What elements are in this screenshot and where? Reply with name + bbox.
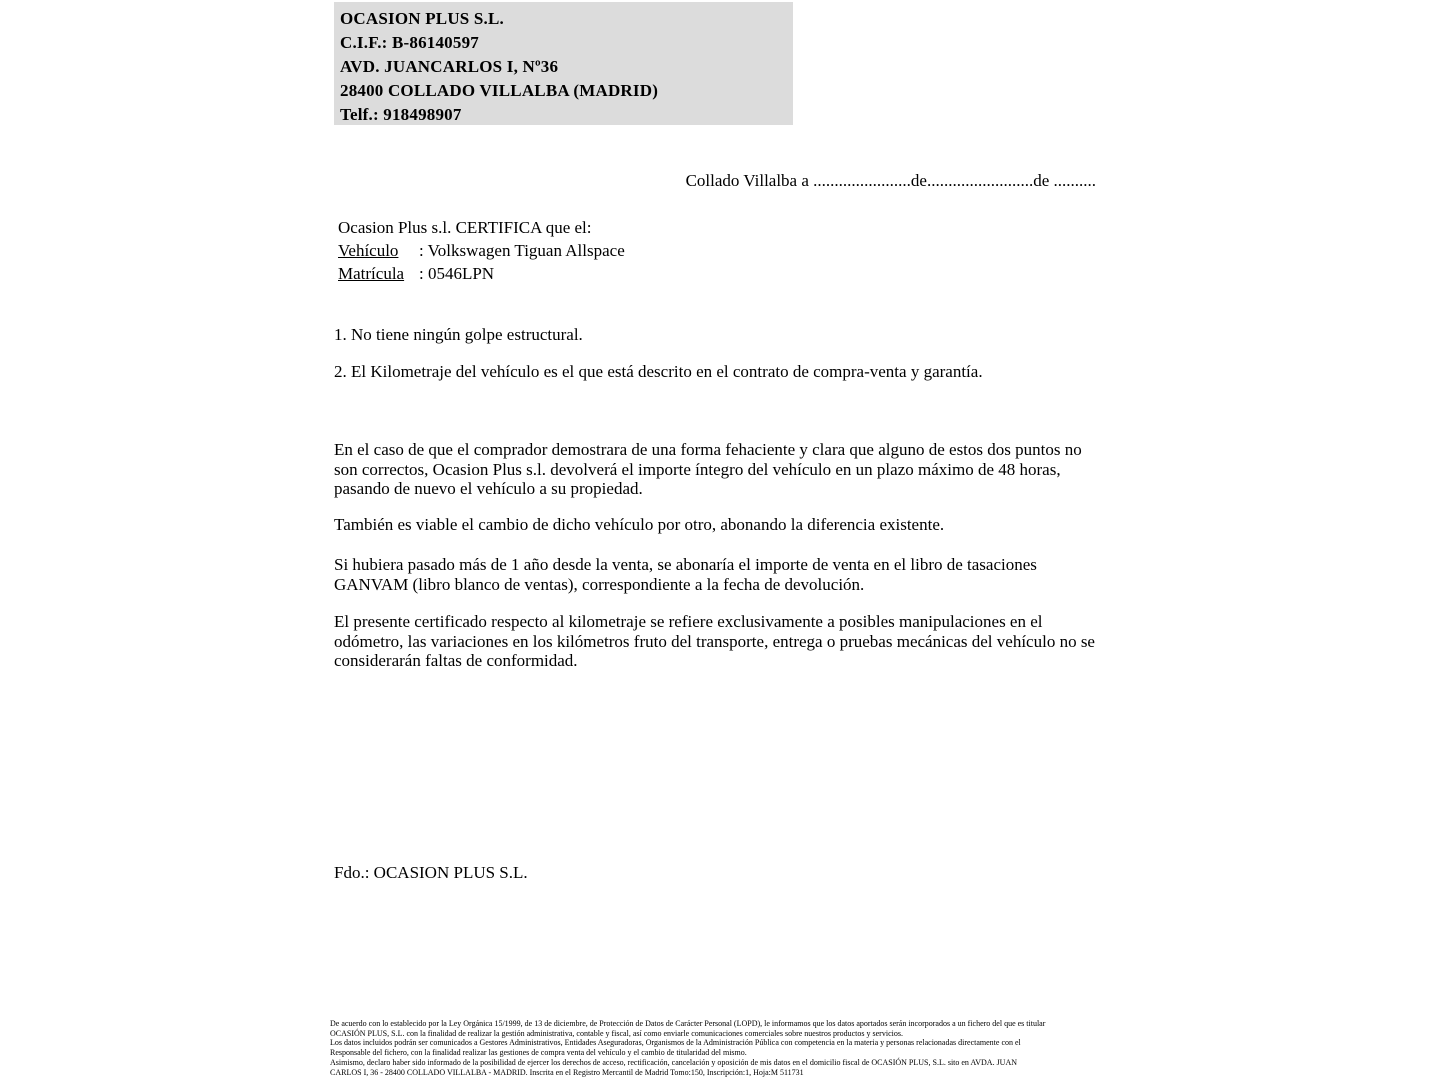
certify-intro: Ocasion Plus s.l. CERTIFICA que el: — [338, 218, 592, 237]
legal-notice — [330, 1019, 1120, 1077]
paragraph-refund: En el caso de que el comprador demostrara de una forma fehaciente y clara que alguno de estos dos puntos no son correctos, Ocasion Plus s.l. devolverá el importe íntegro del vehículo en un plazo máximo de 48 horas, pasando de nuevo el vehículo a su propiedad. — [334, 440, 1082, 498]
plate-value: : 0546LPN — [419, 264, 495, 283]
certificate-point-2: 2. El Kilometraje del vehículo es el que está descrito en el contrato de compra-venta y garantía. — [334, 362, 983, 381]
date-line: Collado Villalba a .......................de.........................de .......... — [685, 171, 1096, 190]
legal-line: OCASIÓN PLUS, S.L. con la finalidad de realizar la gestión administrativa, contable y fiscal, así como enviarle comunicaciones comerciales sobre nuestros productos y servicios. — [330, 1028, 903, 1038]
plate-label: Matrícula — [338, 264, 405, 283]
signature-line: Fdo.: OCASION PLUS S.L. — [334, 863, 528, 882]
company-phone: Telf.: 918498907 — [340, 105, 462, 124]
legal-line: Responsable del fichero, con la finalidad realizar las gestiones de compra venta del vehículo y el cambio de titularidad del mismo. — [330, 1048, 747, 1058]
company-address: AVD. JUANCARLOS I, Nº36 — [340, 57, 559, 76]
certificate-point-1: 1. No tiene ningún golpe estructural. — [334, 325, 583, 344]
paragraph-ganvam: Si hubiera pasado más de 1 año desde la venta, se abonaría el importe de venta en el libro de tasaciones GANVAM (libro blanco de ventas), correspondiente a la fecha de devolución. — [334, 555, 1037, 594]
plate-row — [338, 262, 625, 285]
company-name: OCASION PLUS S.L. — [340, 9, 504, 28]
certify-block — [338, 216, 625, 285]
company-cif: C.I.F.: B-86140597 — [340, 33, 479, 52]
paragraph-odometer: El presente certificado respecto al kilometraje se refiere exclusivamente a posibles manipulaciones en el odómetro, las variaciones en los kilómetros fruto del transporte, entrega o pruebas mecánicas del vehículo no se considerarán faltas de conformidad. — [334, 612, 1095, 670]
legal-line: Asimismo, declaro haber sido informado de la posibilidad de ejercer los derechos de acceso, rectificación, cancelación y oposición de mis datos en el domicilio fiscal de OCASIÓN PLUS, S.L. sito en AVDA. JUAN — [330, 1057, 1018, 1067]
vehicle-row — [338, 239, 625, 262]
company-header — [334, 2, 793, 125]
legal-line: De acuerdo con lo establecido por la Ley Orgánica 15/1999, de 13 de diciembre, de Protección de Datos de Carácter Personal (LOPD), le informamos que los datos aportados serán incorporados a un fichero del que es titular — [330, 1019, 1046, 1028]
vehicle-label: Vehículo — [338, 241, 399, 260]
company-city: 28400 COLLADO VILLALBA (MADRID) — [340, 81, 659, 100]
legal-line: Los datos incluidos podrán ser comunicados a Gestores Administrativos, Entidades Aseguradoras, Organismos de la Administración Pública con competencia en la materia y personas relacionadas directamente con el — [330, 1038, 1021, 1048]
legal-line: CARLOS I, 36 - 28400 COLLADO VILLALBA - MADRID. Inscrita en el Registro Mercantil de Madrid Tomo:150, Inscripción:1, Hoja:M 511731 — [330, 1067, 804, 1077]
vehicle-value: : Volkswagen Tiguan Allspace — [419, 241, 625, 260]
paragraph-exchange: También es viable el cambio de dicho vehículo por otro, abonando la diferencia existente. — [334, 515, 945, 534]
